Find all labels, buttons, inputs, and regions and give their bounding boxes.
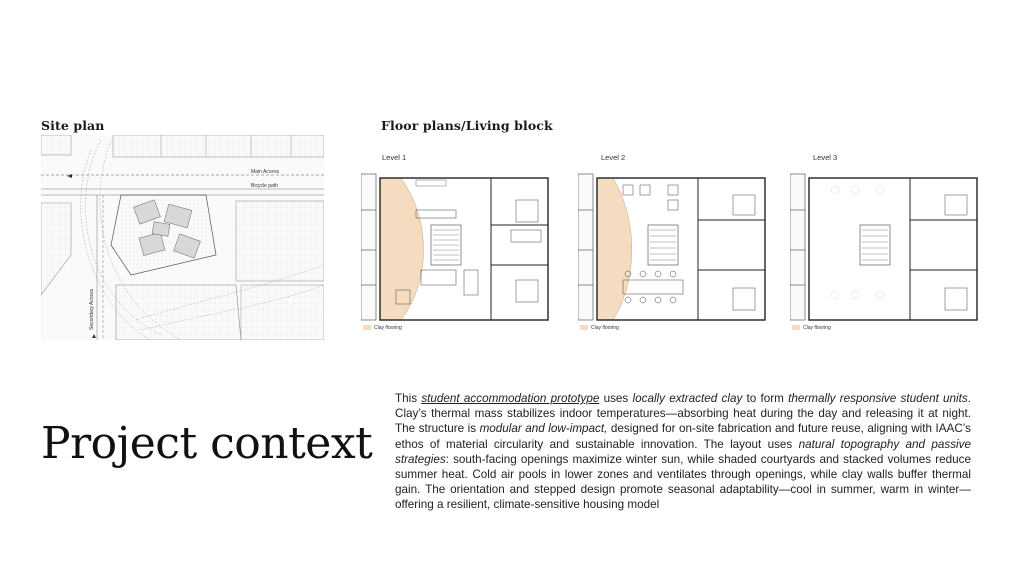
level-1-legend: Clay flooring [374, 325, 402, 331]
underlined-phrase: student accommodation prototype [421, 392, 600, 405]
site-plan-title: Site plan [41, 118, 105, 133]
level-3-label: Level 3 [813, 153, 838, 162]
level-2-plan [578, 170, 768, 335]
level-2-label: Level 2 [601, 153, 626, 162]
floor-plans-title: Floor plans/Living block [381, 118, 553, 133]
project-description [395, 391, 971, 513]
text-segment: . Clay’s thermal mass stabilizes indoor temperatures—absorbing heat during the day and releasing it at night. The structure is [395, 392, 971, 436]
text-segment: designed for on-site fabrication and future reuse, aligning with IAAC’s ethos of material circularity and sustainable innovation. The layout uses [395, 422, 971, 451]
italic-phrase: modular and low-impact, [479, 422, 608, 436]
secondary-access-label: Secondary Access [89, 288, 95, 330]
text-segment: : south-facing openings maximize winter sun, while shaded courtyards and stacked volumes reduce summer heat. Cold air pools in lower zones and ventilates through openings, while clay walls buffer thermal gain. The orientation and stepped design promote seasonal adaptability—cool in summer, warm in winter—offering a resilient, climate-sensitive housing model [395, 452, 971, 512]
italic-phrase: locally extracted clay [632, 392, 743, 405]
level-1-plan [361, 170, 551, 335]
site-plan-drawing [41, 135, 324, 340]
italic-phrase: thermally responsive student units [788, 392, 968, 405]
level-3-plan [790, 170, 980, 335]
level-2-legend: Clay flooring [591, 325, 619, 331]
project-title: Project context [41, 418, 373, 469]
text-segment: uses [599, 392, 633, 405]
bicycle-path-label: Bicycle path [251, 183, 278, 189]
text-segment: to form [742, 392, 789, 405]
level-1-label: Level 1 [382, 153, 407, 162]
level-3-legend: Clay flooring [803, 325, 831, 331]
main-access-label: Main Access [251, 169, 280, 175]
italic-phrase: natural topography and passive strategies [395, 437, 971, 466]
text-segment: This [395, 392, 422, 405]
